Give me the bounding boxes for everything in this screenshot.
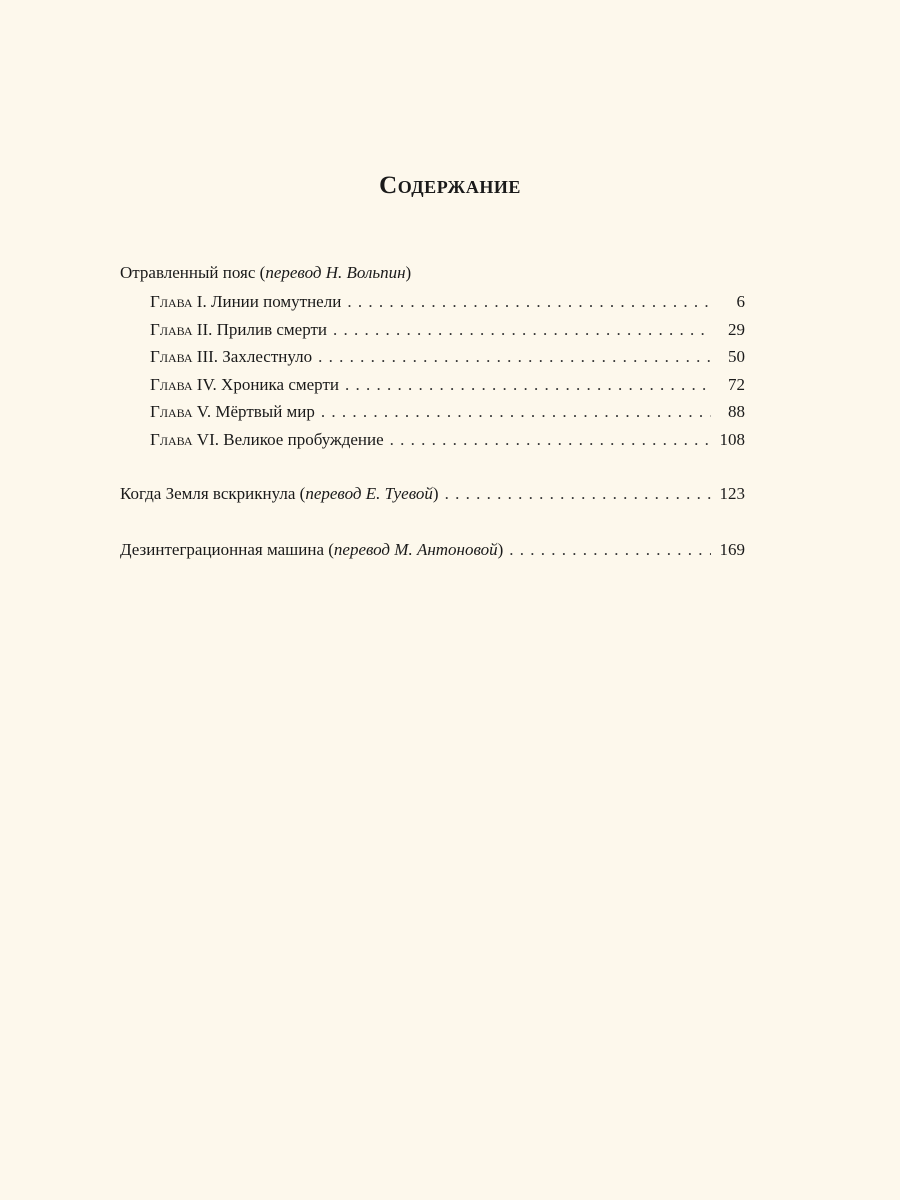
chapter-label: III. Захлестнуло <box>196 347 313 366</box>
chapter-label: II. Прилив смерти <box>196 319 328 339</box>
chapter-prefix: Глава <box>150 402 193 421</box>
toc-chapter-entry[interactable] <box>120 426 745 454</box>
dot-leader <box>345 371 711 399</box>
chapter-title <box>150 316 327 344</box>
chapter-prefix: Глава <box>150 429 193 449</box>
story-heading <box>120 479 439 509</box>
toc-story-entry[interactable] <box>120 535 745 565</box>
toc-story-entry[interactable] <box>120 479 745 509</box>
page-number: 29 <box>728 319 745 339</box>
page-number: 72 <box>728 374 745 394</box>
chapter-title <box>150 398 315 426</box>
dot-leader <box>390 426 711 454</box>
translator-close-paren: ) <box>497 540 504 559</box>
page-number: 88 <box>728 402 745 421</box>
chapter-title <box>150 371 339 399</box>
translator-open-paren: ( <box>299 484 306 503</box>
translator-credit: перевод Н. Вольпин <box>265 263 406 282</box>
chapter-label: VI. Великое пробуждение <box>196 429 384 449</box>
story-title: Когда Земля вскрикнула <box>120 484 296 503</box>
story-title: Отравленный пояс <box>120 263 256 282</box>
spacer <box>120 453 745 479</box>
toc-chapter-entry[interactable] <box>120 343 745 371</box>
dot-leader <box>333 316 711 344</box>
dot-leader <box>445 479 711 509</box>
page-number: 108 <box>719 429 745 449</box>
chapter-label: IV. Хроника смерти <box>196 374 339 394</box>
toc-chapter-entry[interactable] <box>120 398 745 426</box>
translator-open-paren: ( <box>259 263 266 282</box>
dot-leader <box>347 288 711 316</box>
chapter-title <box>150 426 384 454</box>
dot-leader <box>509 535 711 565</box>
dot-leader <box>321 398 711 426</box>
chapter-title <box>150 288 341 316</box>
chapter-prefix: Глава <box>150 374 193 394</box>
translator-open-paren: ( <box>328 540 334 559</box>
chapter-label: V. Мёртвый мир <box>196 402 315 421</box>
translator-credit: перевод Е. Туевой <box>305 484 433 503</box>
chapter-prefix: Глава <box>150 292 193 311</box>
story-title: Дезинтеграционная машина <box>120 540 324 559</box>
table-of-contents <box>120 258 745 565</box>
page-number: 123 <box>719 484 745 503</box>
page-number: 50 <box>728 347 745 366</box>
page-number: 169 <box>719 540 745 559</box>
page-title: Содержание <box>379 172 521 199</box>
toc-chapter-entry[interactable] <box>120 371 745 399</box>
toc-chapter-entry[interactable] <box>120 288 745 316</box>
story-heading <box>120 535 503 565</box>
dot-leader <box>318 343 711 371</box>
chapter-prefix: Глава <box>150 319 193 339</box>
chapter-title <box>150 343 312 371</box>
translator-close-paren: ) <box>405 263 412 282</box>
toc-story-heading <box>120 258 745 288</box>
chapter-prefix: Глава <box>150 347 193 366</box>
translator-close-paren: ) <box>432 484 439 503</box>
page-number: 6 <box>736 292 745 311</box>
translator-credit: перевод М. Антоновой <box>333 540 498 559</box>
chapter-label: I. Линии помутнели <box>196 292 342 311</box>
toc-chapter-entry[interactable] <box>120 316 745 344</box>
spacer <box>120 509 745 535</box>
